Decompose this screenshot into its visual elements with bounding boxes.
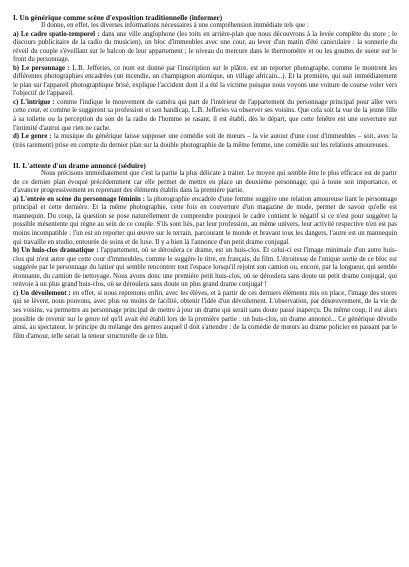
- item-label: a) L'entrée en scène du personnage féminin :: [13, 195, 146, 203]
- section-1-item-b: [13, 65, 397, 99]
- item-text: en effet, si nous reprenons enfin, avec les élèves, et à partir de ces derniers éléments mis en place, l'image des stores qui se lèvent, nous pouvons, avec plus ou moins de facilité, obtenir l'idée d'un dévoilement. L'observation, par désœuvrement, de la vie de ses voisins, va permettre au personnage principal de mettre à jour un drame qui serait sans doute passé inaperçu. Du même coup, il est alors possible de revenir sur le genre tel qu'il avait été établi lors de la première partie : un huis-clos, un drame annoncé... Ce générique dévoile ainsi, au spectateur, le principe du mélange des genres auquel il doit s'attendre : de la comédie de mœurs au drame policier en passant par le film d'amour, telle serait la teneur structurelle de ce film.: [13, 289, 397, 340]
- section-1-item-d: [13, 133, 397, 150]
- item-label: c) Un dévoilement :: [13, 289, 71, 297]
- section-2-item-b: [13, 247, 397, 290]
- section-2-item-c: [13, 290, 397, 341]
- item-text: L.B. Jefferies, ce nom est donné par l'inscription sur le plâtre, est un reporter photographe, comme le montrent les différentes photographies encadrées (un incendie, un champignon atomique, un village africain...). Et la première, qui suit immédiatement le plan sur l'appareil photographique brisé, explique l'accident dont il a été la victime puisque nous voyons une voiture de course voler vers l'objectif de l'appareil.: [13, 64, 397, 98]
- item-label: d) Le genre :: [13, 133, 52, 141]
- section-2-item-a: [13, 196, 397, 247]
- item-label: a) Le cadre spatio-temporel :: [13, 30, 100, 38]
- section-1-item-a: [13, 31, 397, 65]
- item-text: comme l'indique le mouvement de caméra qui part de l'intérieur de l'appartement du personnage principal pour aller vers cette cour, et comme le suggèrent sa profession et son handicap, L.B. Jefferies va observer ses voisins. Que cela soit la vue de la jeune fille à sa toilette ou la perception du son de la radio de l'homme se rasant, il est établi, dès le départ, que cette fenêtre est une ouverture sur l'intimité d'autrui que rien ne cache.: [13, 98, 397, 132]
- section-1-heading: I. Un générique comme scène d'exposition traditionnelle (informer): [13, 13, 223, 22]
- section-1-intro: Il donne, en effet, les diverses informations nécessaires à une compréhension immédiate tels que :: [41, 22, 309, 29]
- document-body: [13, 13, 397, 341]
- item-label: b) Le personnage :: [13, 64, 70, 72]
- item-label: c) L'intrigue :: [13, 98, 55, 106]
- item-label: b) Un huis-clos dramatique :: [13, 247, 99, 255]
- item-text: la photographie encadrée d'une femme suggère une relation amoureuse liant le personnage principal et cette dernière. Et la même photographie, cette fois en couverture d'un magazine de mode, permet de savoir qu'elle est mannequin. Du coup, la question se pose naturellement de comprendre pourquoi le cadre contient le négatif si ce n'est pour suggérer la possible mésentente qui règne au sein de ce couple. S'ils sont liés, par leur profession, au même univers, leur activité respective n'en est pas moins incompatible : l'un est un reporter qui œuvre sur le terrain, parcourant le monde et bravant tous les dangers, l'autre est un mannequin qui travaille en studio, entourée de soins et de luxe. Il y a bien là l'annonce d'un petit drame conjugal.: [13, 195, 398, 246]
- item-text: l'appartement, où se déroulera ce drame, est un huis-clos. Et celui-ci est l'image minimale d'un autre huis-clos qui n'est autre que cette cour d'immeubles, comme le suggère le titre, en français, du film. L'étroitesse de l'unique sortie de ce bloc est suggérée par le personnage du laitier qui semble rencontrer tout l'espace lorsqu'il rejoint son camion ou, encore, par la longueur, qui semble étonnante, du camion de nettoyage. Nous avons donc une première petit huis-clos, où se déroulera sans doute un petit drame conjugal, qui renvoie à un plus grand huis-clos, où se déroulera sans doute un plus grand drame conjugal !: [13, 247, 397, 289]
- section-2-intro: Nous précisons immédiatement que c'est la partie la plus délicate à traiter. Le moyen qui semble être le plus efficace est de partir de ce dernier plan évoqué précédemment car elle permet de mettre en place un deuxième personnage, qui à toute son importance, et d'avancer progressivement en reprenant des éléments établis dans la première partie.: [13, 170, 397, 195]
- section-1-item-c: [13, 99, 397, 133]
- item-text: la musique du générique laisse supposer une comédie soit de mœurs – la vie autour d'une cour d'immeubles – soit, avec la (très rarement) prise en compte du dernier plan sur la double photographie de la même femme, une comédie sur les relations amoureuses.: [13, 133, 397, 149]
- section-2-heading: II. L'attente d'un drame annoncé (séduire): [13, 161, 146, 171]
- item-text: dans une ville anglophone (les toits en arrière-plan que nous découvrons à la levée complète du store ; le discours publicitaire de la radio du musicien), un bloc d'immeubles avec une cour, au lever d'un matin d'été caniculaire : la sonnerie du réveil du couple s'éveillant sur le balcon de leur appartement ; le niveau du mercure dans le thermomètre et ou les gouttes de sueur sur le front du personnage.: [13, 30, 397, 64]
